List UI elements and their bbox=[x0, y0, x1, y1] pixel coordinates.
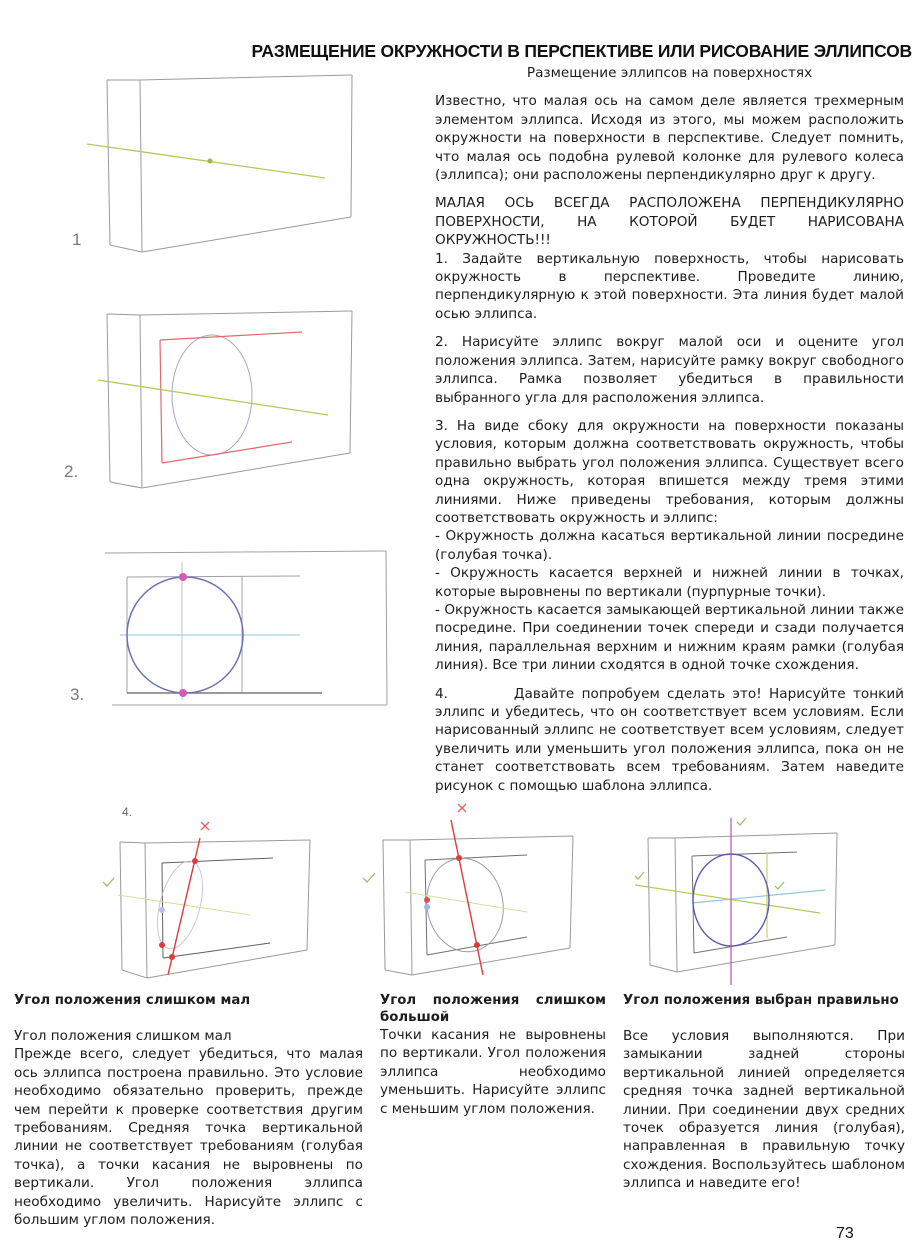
figure-4-angle-too-large bbox=[355, 800, 615, 985]
box-bottom-side bbox=[110, 245, 142, 252]
frame-left-line bbox=[160, 340, 162, 463]
minor-axis-line bbox=[98, 380, 328, 415]
check-mark-icon bbox=[103, 878, 114, 886]
freehand-ellipse bbox=[172, 335, 252, 455]
outer-right-line bbox=[386, 551, 387, 705]
box-bottom-side bbox=[110, 482, 142, 488]
frame-bottom-line bbox=[162, 442, 292, 463]
check-mark-icon bbox=[737, 818, 746, 825]
intro-paragraph: Известно, что малая ось на самом деле является трехмерным элементом эллипса. Исходя из этого, мы можем расположить окружности на поверхности в перспективе. Следует помнить, что малая ось подобна рулевой колонке для рулевого колеса (эллипса); они расположены перпендикулярно друг к другу. bbox=[435, 93, 904, 184]
box-right-edge bbox=[307, 840, 310, 950]
caption-correct-title: Угол положения выбран правильно bbox=[623, 993, 899, 1008]
figure-3-label: 3. bbox=[70, 685, 85, 704]
right-text-column bbox=[435, 64, 904, 795]
bottom-tangent-point bbox=[169, 954, 175, 960]
box-back-edge bbox=[383, 840, 385, 970]
figure-4a-drawing bbox=[95, 800, 355, 985]
outer-top-line bbox=[105, 551, 386, 553]
caption-too-large bbox=[380, 992, 606, 1118]
box-bottom-edge bbox=[412, 948, 570, 975]
box-top-edge bbox=[145, 840, 310, 843]
blue-midpoint bbox=[159, 907, 165, 913]
side-tangent-point bbox=[424, 897, 430, 903]
minor-axis-line bbox=[87, 144, 325, 178]
box-right-edge bbox=[570, 836, 573, 948]
top-tangent-point bbox=[192, 858, 198, 864]
box-front-left-edge bbox=[675, 838, 677, 972]
frame-top-line bbox=[425, 855, 527, 860]
figure-4-angle-too-small bbox=[95, 800, 355, 985]
box-bottom-edge bbox=[142, 453, 350, 488]
box-top-edge bbox=[410, 836, 573, 840]
box-back-edge bbox=[107, 80, 110, 245]
box-bottom-edge bbox=[142, 217, 351, 252]
axis-center-point bbox=[208, 159, 213, 164]
figure-1-label: 1 bbox=[72, 230, 82, 249]
frame-top-line bbox=[160, 332, 302, 340]
box-back-edge bbox=[120, 842, 122, 970]
figure-2-drawing bbox=[60, 300, 420, 500]
figure-1-surface-with-minor-axis bbox=[60, 70, 420, 270]
emphasis-paragraph: МАЛАЯ ОСЬ ВСЕГДА РАСПОЛОЖЕНА ПЕРПЕНДИКУЛЯРНО ПОВЕРХНОСТИ, НА КОТОРОЙ БУДЕТ НАРИСОВАНА ОКРУЖНОСТЬ!!! bbox=[435, 195, 904, 249]
step-3-paragraph: 3. На виде сбоку для окружности на поверхности показаны условия, которым должна соответствовать окружность, чтобы правильно выбрать угол положения эллипса. Существует всего одна окружность, которая впишется между тремя этими линиями. Ниже приведены требования, которым должны соответствовать окружность и эллипс: bbox=[435, 417, 904, 526]
box-top-edge bbox=[140, 311, 352, 315]
blue-midpoint bbox=[424, 904, 430, 910]
section-subtitle: Размещение эллипсов на поверхностях bbox=[526, 65, 813, 81]
frame-top-line bbox=[127, 576, 300, 577]
top-tangent-point bbox=[179, 573, 187, 581]
figure-2-label: 2. bbox=[64, 462, 79, 481]
cross-mark-icon bbox=[458, 804, 466, 812]
step-1-paragraph: 1. Задайте вертикальную поверхность, чтобы нарисовать окружность в перспективе. Проведите линию, перпендикулярную к этой поверхности. Эта линия будет малой осью эллипса. bbox=[435, 250, 904, 322]
box-front-left-edge bbox=[140, 315, 142, 488]
box-top-edge bbox=[675, 833, 837, 838]
caption-too-small-body: Прежде всего, следует убедиться, что малая ось эллипса построена правильно. Это условие необходимо обязательно проверить, прежде чем перейти к проверке соответствия другим требованиям. Средняя точка вертикальной линии не соответствует требованиям (голубая точка), а точки касания не выровнены по вертикали. Угол положения эллипса необходимо увеличить. Нарисуйте эллипс с большим углом положения. bbox=[14, 1046, 363, 1229]
step-4-paragraph: 4. Давайте попробуем сделать это! Нарисуйте тонкий эллипс и убедитесь, что он соответствует всем условиям. Если нарисованный эллипс не соответствует всем условиям, следует увеличить или уменьшить угол положения эллипса, пока он не станет соответствовать всем требованиям. Затем наведите рисунок с помощью шаблона эллипса. bbox=[435, 685, 904, 794]
box-front-left-edge bbox=[145, 843, 147, 978]
thin-ellipse bbox=[149, 856, 211, 953]
requirement-2: - Окружность касается верхней и нижней линии в точках, которые выровнены по вертикали (пурпурные точки). bbox=[435, 565, 904, 600]
minor-axis-line bbox=[635, 885, 820, 913]
figure-4-angle-correct bbox=[615, 800, 875, 985]
box-front-left-edge bbox=[140, 80, 142, 252]
side-tangent-point bbox=[159, 942, 165, 948]
check-mark-icon bbox=[635, 872, 644, 879]
check-mark-icon bbox=[775, 882, 784, 889]
figure-2-ellipse-with-frame bbox=[60, 300, 420, 500]
caption-too-small-lead: Угол положения слишком мал bbox=[14, 1028, 232, 1044]
page-number: 73 bbox=[836, 1225, 854, 1242]
box-top-side bbox=[120, 842, 145, 843]
box-bottom-side bbox=[122, 970, 147, 978]
figure-4b-drawing bbox=[355, 800, 615, 985]
box-back-edge bbox=[648, 838, 650, 965]
box-right-edge bbox=[835, 833, 837, 945]
caption-too-small bbox=[14, 992, 363, 1229]
check-mark-icon bbox=[363, 873, 375, 882]
cross-mark-icon bbox=[201, 822, 209, 830]
box-bottom-side bbox=[385, 970, 412, 975]
box-right-edge bbox=[351, 75, 352, 217]
figure-1-drawing bbox=[60, 70, 420, 270]
figure-4-label: 4. bbox=[122, 805, 133, 819]
caption-too-large-title: Угол положения слишком большой bbox=[380, 993, 606, 1025]
caption-correct-body: Все условия выполняются. При замыкании задней стороны вертикальной линией определяется средняя точка задней вертикальной линии. При соединении двух средних точек образуется линия (голубая), направленная в правильную точку схождения. Воспользуйтесь шаблоном эллипса и наведите его! bbox=[623, 1028, 905, 1192]
requirement-3: - Окружность касается замыкающей вертикальной линии также посредине. При соединении точек спереди и сзади получается линия, параллельная верхним и нижним краям рамки (голубая линия). Все три линии сходятся в одной точке схождения. bbox=[435, 601, 904, 674]
page-title: РАЗМЕЩЕНИЕ ОКРУЖНОСТИ В ПЕРСПЕКТИВЕ ИЛИ РИСОВАНИЕ ЭЛЛИПСОВ bbox=[251, 41, 912, 61]
bottom-tangent-point bbox=[179, 689, 187, 697]
box-bottom-side bbox=[650, 965, 677, 972]
figure-3-side-view-conditions bbox=[60, 540, 420, 715]
top-tangent-point bbox=[456, 855, 462, 861]
box-bottom-edge bbox=[677, 945, 835, 972]
requirement-1: - Окружность должна касаться вертикальной линии посредине (голубая точка). bbox=[435, 528, 904, 563]
box-back-edge bbox=[107, 314, 110, 482]
bottom-tangent-point bbox=[474, 942, 480, 948]
figure-4c-drawing bbox=[615, 800, 875, 985]
frame-top-line bbox=[692, 852, 797, 856]
caption-too-small-title: Угол положения слишком мал bbox=[14, 993, 251, 1008]
frame-top-line bbox=[162, 858, 273, 863]
step-2-paragraph: 2. Нарисуйте эллипс вокруг малой оси и оцените угол положения эллипса. Затем, нарисуйте рамку вокруг свободного эллипса. Рамка позволяет убедиться в правильности выбранного угла для расположения эллипса. bbox=[435, 334, 904, 406]
box-front-left-edge bbox=[410, 840, 412, 975]
box-right-edge bbox=[350, 311, 352, 453]
caption-too-large-body: Точки касания не выровнены по вертикали. Угол положения эллипса необходимо уменьшить. Нарисуйте эллипс с меньшим углом положения. bbox=[380, 1027, 606, 1117]
figure-3-drawing bbox=[60, 540, 420, 715]
box-top-side bbox=[107, 314, 140, 315]
caption-correct bbox=[623, 992, 905, 1193]
box-top-edge bbox=[140, 75, 352, 80]
